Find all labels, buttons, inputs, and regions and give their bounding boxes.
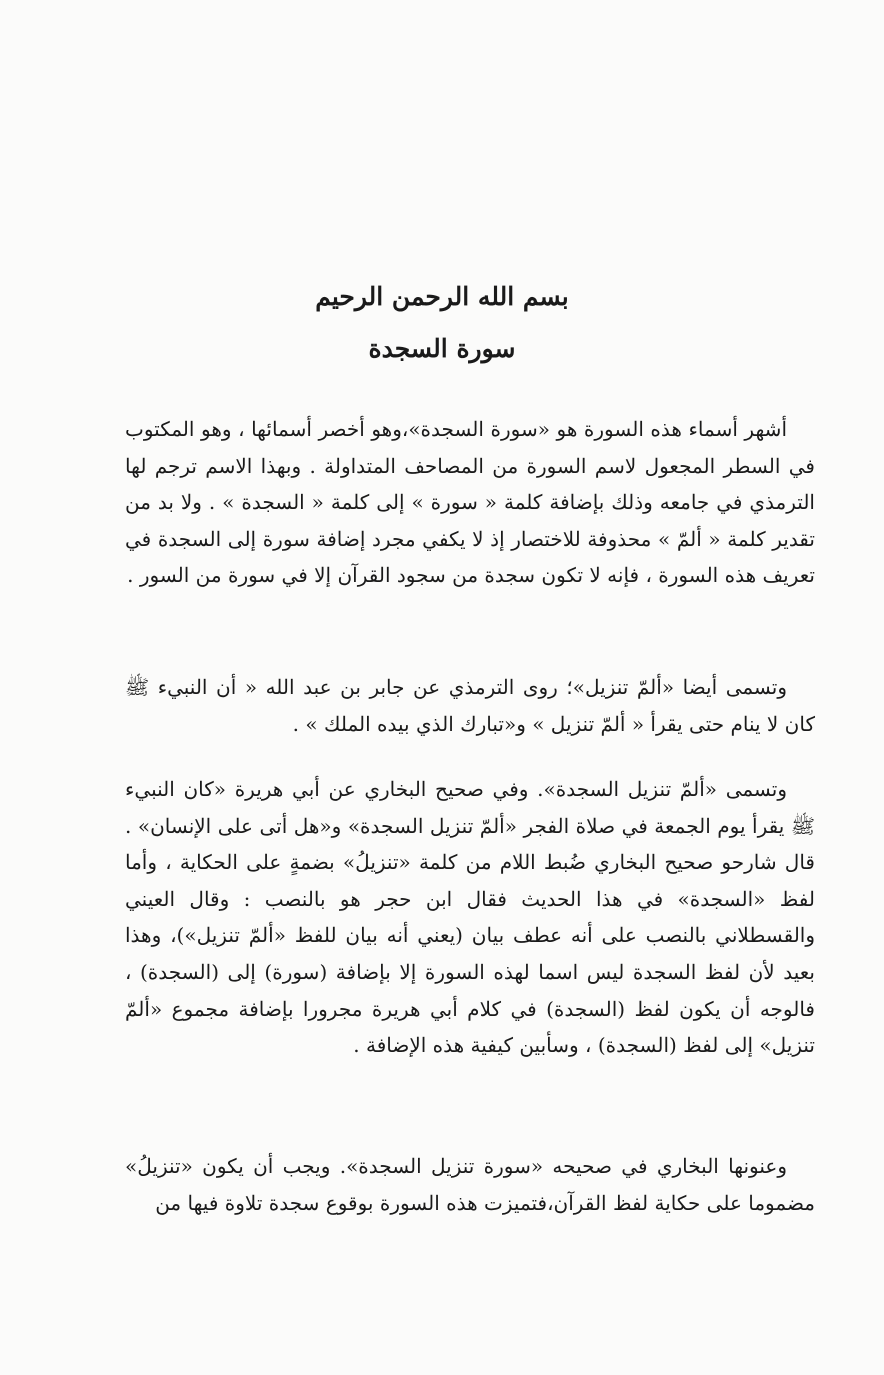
paragraph-text: وتسمى «ألمّ تنزيل السجدة». وفي صحيح البخاري عن أبي هريرة «كان النبيء ﷺ يقرأ يوم الجمعة في صلاة الفجر «ألمّ تنزيل السجدة» و«هل أتى على الإنسان» . قال شارحو صحيح البخاري ضُبط اللام من كلمة «تنزيلُ» بضمةٍ على الحكاية ، وأما لفظ «السجدة» في هذا الحديث فقال ابن حجر هو بالنصب : وقال العيني والقسطلاني بالنصب على أنه عطف بيان (يعني أنه بيان للفظ «ألمّ تنزيل»)، وهذا بعيد لأن لفظ السجدة ليس اسما لهذه السورة إلا بإضافة (سورة) إلى (السجدة) ، فالوجه أن يكون لفظ (السجدة) في كلام أبي هريرة مجرورا بإضافة مجموع «ألمّ تنزيل» إلى لفظ (السجدة) ، وسأبين كيفية هذه الإضافة . bbox=[125, 777, 815, 1058]
paragraph-3 bbox=[125, 771, 815, 1064]
paragraph-text: وعنونها البخاري في صحيحه «سورة تنزيل السجدة». ويجب أن يكون «تنزيلُ» مضموما على حكاية لفظ القرآن،فتميزت هذه السورة بوقوع سجدة تلاوة فيها من bbox=[125, 1154, 815, 1215]
paragraph-2 bbox=[125, 669, 815, 742]
paragraph-4 bbox=[125, 1148, 815, 1221]
paragraph-text: وتسمى أيضا «ألمّ تنزيل»؛ روى الترمذي عن جابر بن عبد الله « أن النبيء ﷺ كان لا ينام حتى يقرأ « ألمّ تنزيل » و«تبارك الذي بيده الملك » . bbox=[125, 675, 815, 736]
surah-title: سورة السجدة bbox=[368, 334, 516, 363]
paragraph-1 bbox=[125, 411, 815, 594]
paragraph-text: أشهر أسماء هذه السورة هو «سورة السجدة»،وهو أخصر أسمائها ، وهو المكتوب في السطر المجعول لاسم السورة من المصاحف المتداولة . وبهذا الاسم ترجم لها الترمذي في جامعه وذلك بإضافة كلمة « سورة » إلى كلمة « السجدة » . ولا بد من تقدير كلمة « ألمّ » محذوفة للاختصار إذ لا يكفي مجرد إضافة سورة إلى السجدة في تعريف هذه السورة ، فإنه لا تكون سجدة من سجود القرآن إلا في سورة من السور . bbox=[125, 417, 815, 588]
basmala-heading: بسم الله الرحمن الرحيم bbox=[315, 282, 569, 311]
